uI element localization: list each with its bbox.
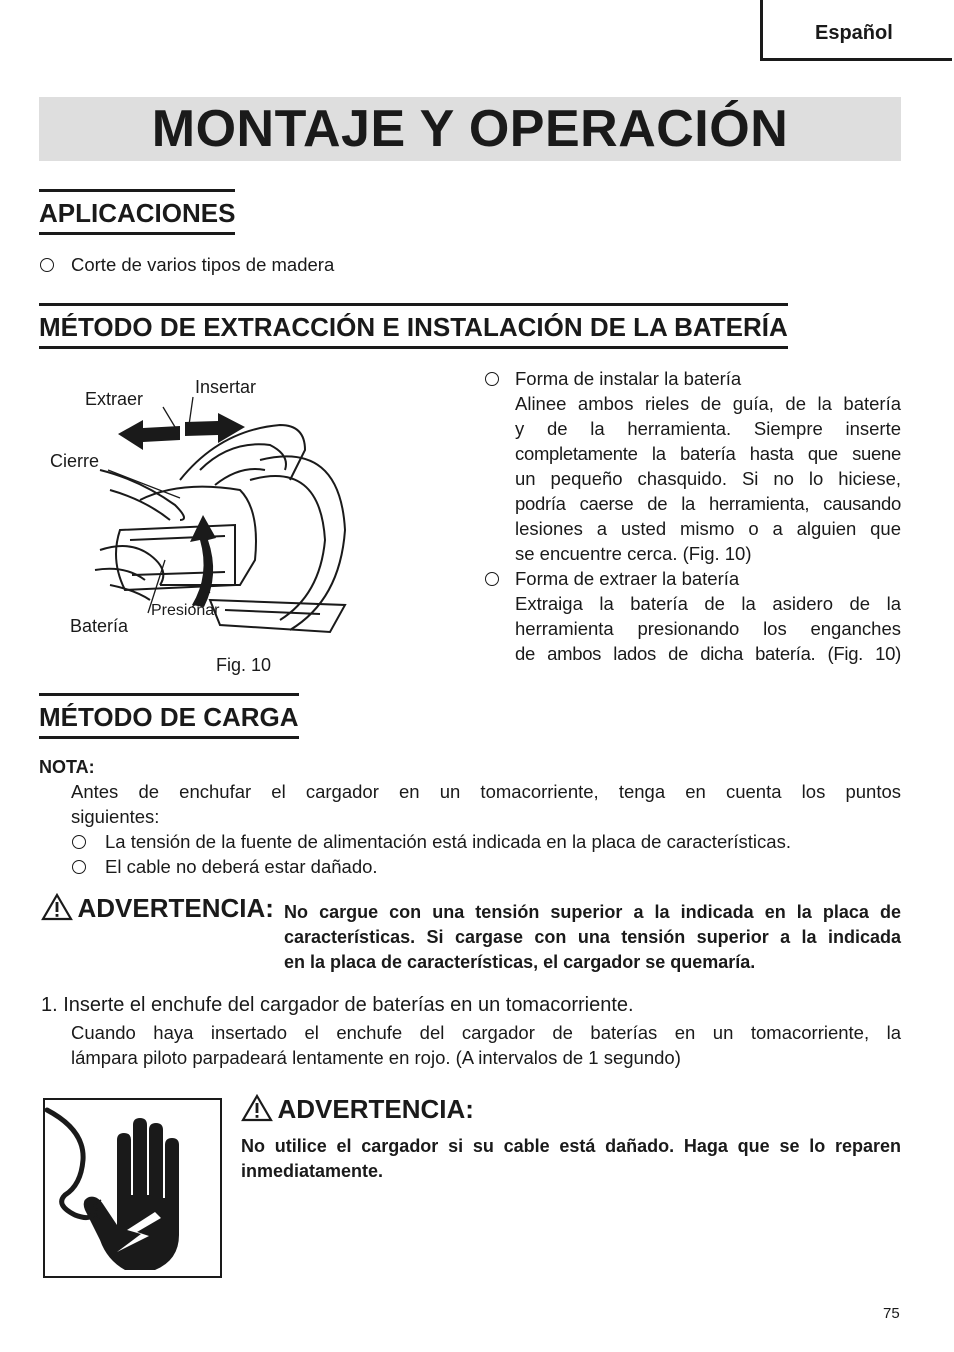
- fig-label-extraer: Extraer: [85, 389, 144, 409]
- nota-line: Antes de enchufar el cargador en un tomacorriente, tenga en cuenta los puntos: [71, 781, 901, 802]
- step1-line: Cuando haya insertado el enchufe del cargador de baterías en un tomacorriente, la: [71, 1022, 901, 1043]
- aplicaciones-heading: APLICACIONES: [39, 189, 235, 235]
- fig-caption: Fig. 10: [216, 655, 272, 675]
- page-title: MONTAJE Y OPERACIÓN: [151, 100, 789, 158]
- nota-item: El cable no deberá estar dañado.: [105, 856, 378, 877]
- step1-body: [71, 1020, 901, 1070]
- fig-label-bateria: Batería: [70, 616, 129, 636]
- remove-section: [515, 566, 901, 666]
- install-line: un pequeño chasquido. Si no lo hiciese,: [515, 468, 901, 489]
- step1-title: 1. Inserte el enchufe del cargador de baterías en un tomacorriente.: [41, 994, 634, 1016]
- language-tab: [760, 0, 952, 61]
- figure-10: [40, 370, 360, 675]
- bullet-circle-icon: [485, 572, 499, 586]
- warning1-text: [284, 900, 901, 975]
- bateria-heading: MÉTODO DE EXTRACCIÓN E INSTALACIÓN DE LA BATERÍA: [39, 303, 788, 349]
- bullet-circle-icon: [72, 835, 86, 849]
- warning1-label-wrap: [41, 893, 274, 924]
- install-line: y de la herramienta. Siempre inserte: [515, 418, 901, 439]
- bateria-heading-wrap: [39, 303, 788, 349]
- page-number: 75: [883, 1305, 900, 1322]
- warning2-label-wrap: [241, 1094, 474, 1125]
- warning2-label: ADVERTENCIA:: [277, 1094, 474, 1124]
- remove-line: herramienta presionando los enganches: [515, 618, 901, 639]
- remove-title: Forma de extraer la batería: [515, 568, 740, 589]
- remove-line: de ambos lados de dicha batería. (Fig. 10): [515, 643, 901, 664]
- language-label: Español: [815, 22, 893, 44]
- install-line: Alinee ambos rieles de guía, de la batería: [515, 393, 901, 414]
- warning2-line: inmediatamente.: [241, 1161, 384, 1181]
- nota-body: [71, 779, 901, 829]
- fig-label-presionar: Presionar: [151, 602, 220, 619]
- warning-triangle-icon: [241, 1094, 273, 1122]
- bullet-circle-icon: [40, 258, 54, 272]
- aplicaciones-heading-wrap: [39, 189, 235, 235]
- warning1-line: No cargue con una tensión superior a la indicada en la placa de: [284, 902, 901, 922]
- bullet-circle-icon: [72, 860, 86, 874]
- install-line: podría caerse de la herramienta, causando: [515, 493, 901, 514]
- warning-triangle-icon: [41, 893, 73, 921]
- aplicaciones-item: Corte de varios tipos de madera: [71, 254, 335, 275]
- warning2-line: No utilice el cargador si su cable está dañado. Haga que se lo reparen: [241, 1136, 901, 1156]
- title-bar: [39, 97, 901, 161]
- install-line: completamente la batería hasta que suene: [515, 443, 901, 464]
- install-section: [515, 366, 901, 566]
- carga-heading-wrap: [39, 693, 299, 739]
- bullet-circle-icon: [485, 372, 499, 386]
- step1-line: lámpara piloto parpadeará lentamente en rojo. (A intervalos de 1 segundo): [71, 1047, 681, 1068]
- warning2-text: [241, 1134, 901, 1184]
- install-title: Forma de instalar la batería: [515, 368, 742, 389]
- remove-line: Extraiga la batería de la asidero de la: [515, 593, 901, 614]
- nota-line: siguientes:: [71, 806, 160, 827]
- carga-heading: MÉTODO DE CARGA: [39, 693, 299, 739]
- nota-item: La tensión de la fuente de alimentación está indicada en la placa de características.: [105, 831, 791, 852]
- fig-label-cierre: Cierre: [50, 451, 100, 471]
- install-line: se encuentre cerca. (Fig. 10): [515, 543, 752, 564]
- nota-label: NOTA:: [39, 757, 95, 777]
- warning1-label: ADVERTENCIA:: [77, 893, 274, 923]
- electric-shock-hand-icon: [45, 1100, 219, 1275]
- fig-label-insertar: Insertar: [195, 377, 257, 397]
- direction-arrows: [118, 413, 245, 607]
- shock-hazard-box: [43, 1098, 222, 1278]
- warning1-line: características. Si cargase con una tensión superior a la indicada: [284, 927, 901, 947]
- install-line: lesiones a usted mismo o a alguien que: [515, 518, 901, 539]
- warning1-line: en la placa de características, el cargador se quemaría.: [284, 952, 756, 972]
